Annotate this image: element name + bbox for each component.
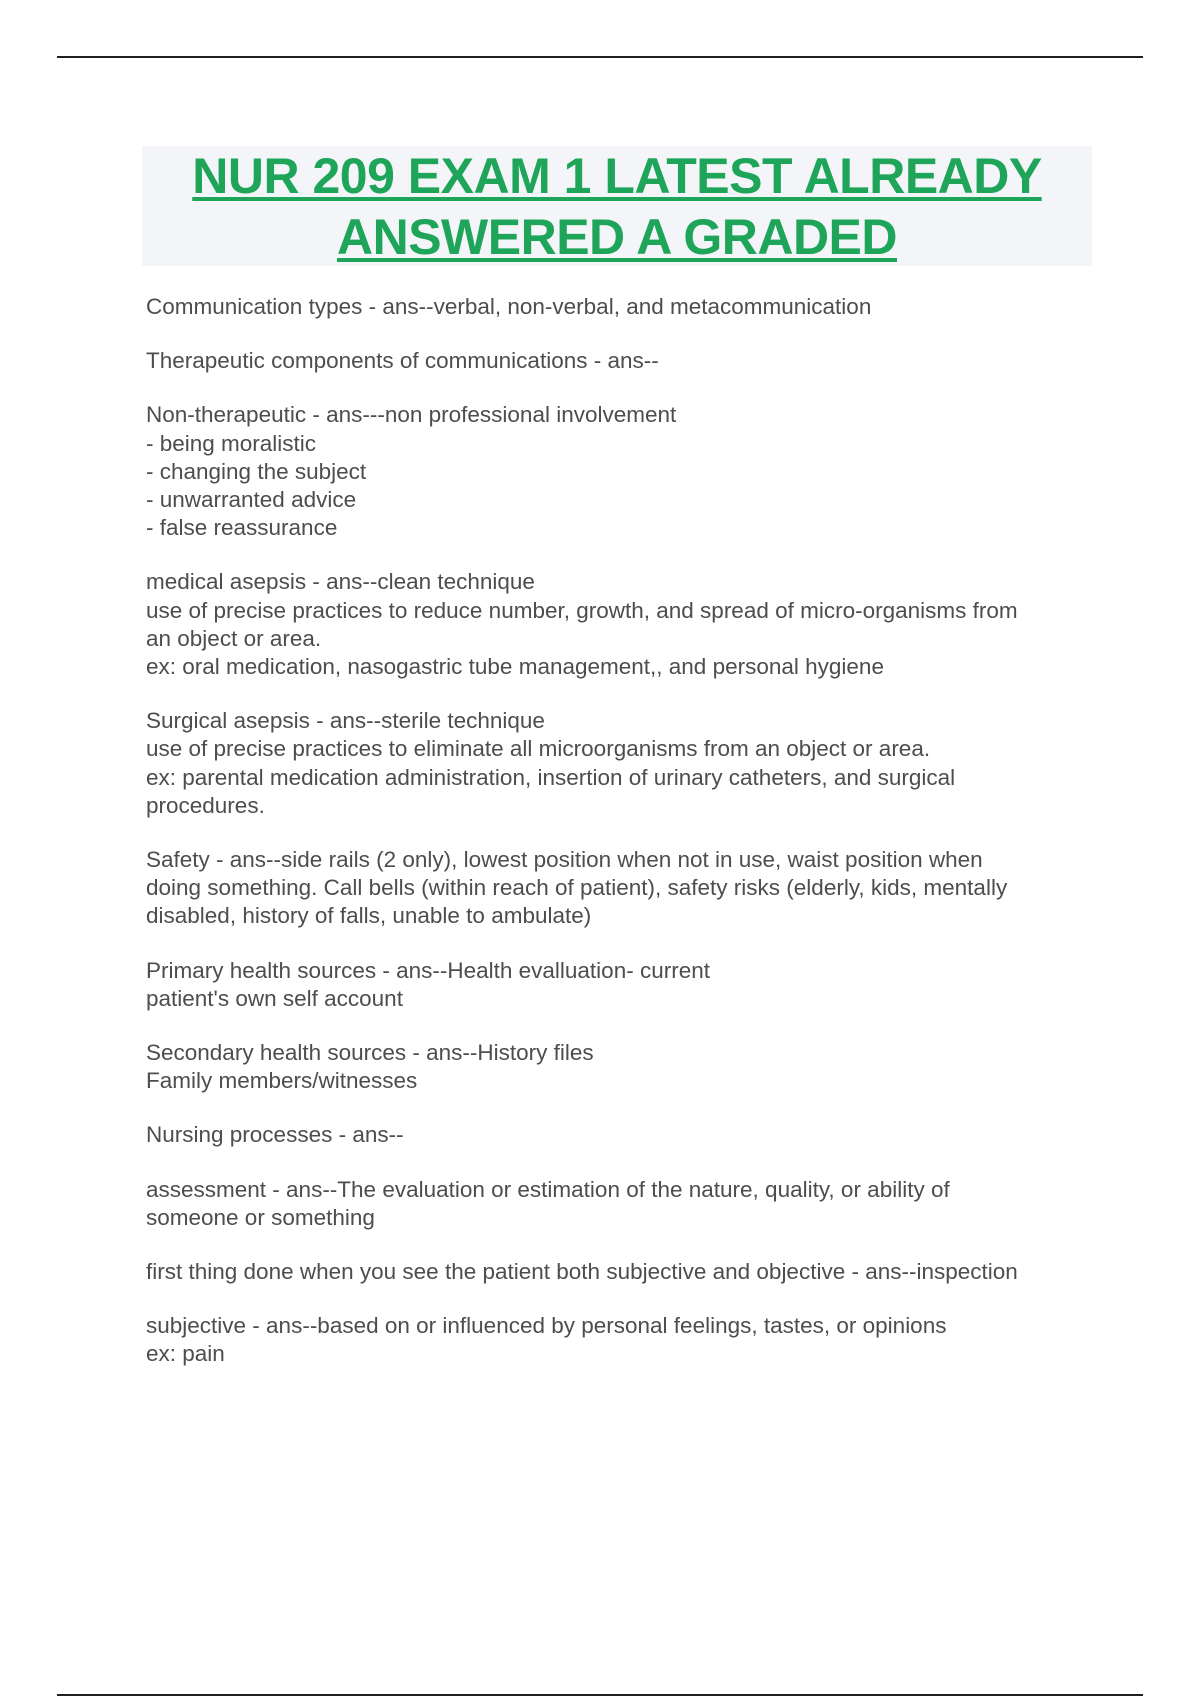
entry-detail-line: - false reassurance: [146, 515, 338, 541]
bottom-rule: [57, 1694, 1143, 1696]
entry-detail-line: - unwarranted advice: [146, 487, 357, 513]
title-line-2-text: ANSWERED A GRADED: [336, 209, 898, 265]
entry-detail-line: - changing the subject: [146, 458, 367, 484]
entry-detail-line: ex: oral medication, nasogastric tube management,, and personal hygiene: [146, 654, 884, 680]
entry-term-line: first thing done when you see the patient both subjective and objective - ans--inspection: [146, 1259, 1018, 1285]
entry-term-line: Safety - ans--side rails (2 only), lowest position when not in use, waist position when: [146, 847, 983, 873]
qa-entry: [146, 1039, 1096, 1095]
entry-term-line: Secondary health sources - ans--History files: [146, 1040, 594, 1066]
qa-entry: [146, 846, 1096, 931]
entry-detail-line: an object or area.: [146, 625, 322, 651]
entry-term-line: medical asepsis - ans--clean technique: [146, 569, 535, 595]
entry-detail-line: patient's own self account: [146, 985, 403, 1011]
document-body: [146, 293, 1096, 1395]
entry-term-line: Nursing processes - ans--: [146, 1122, 404, 1148]
title-line-1-text: NUR 209 EXAM 1 LATEST ALREADY: [192, 148, 1042, 204]
entry-term-line: Communication types - ans--verbal, non-verbal, and metacommunication: [146, 294, 872, 319]
qa-entry: [146, 1312, 1096, 1368]
entry-term-line: Primary health sources - ans--Health evalluation- current: [146, 957, 710, 983]
entry-term-line: assessment - ans--The evaluation or estimation of the nature, quality, or ability of: [146, 1176, 950, 1202]
entry-detail-line: ex: parental medication administration, insertion of urinary catheters, and surgical: [146, 764, 956, 790]
entry-detail-line: procedures.: [146, 792, 265, 818]
qa-entry: [146, 707, 1096, 820]
entry-detail-line: someone or something: [146, 1204, 375, 1230]
top-rule: [57, 56, 1143, 58]
entry-detail-line: use of precise practices to reduce number, growth, and spread of micro-organisms from: [146, 597, 1018, 623]
entry-term-line: Surgical asepsis - ans--sterile technique: [146, 708, 545, 734]
entry-detail-line: use of precise practices to eliminate all microorganisms from an object or area.: [146, 736, 931, 762]
qa-entry: [146, 401, 1096, 542]
qa-entry: [146, 1258, 1096, 1286]
entry-term-line: Non-therapeutic - ans---non professional involvement: [146, 402, 677, 428]
qa-entry: [146, 957, 1096, 1013]
qa-entry: [146, 1176, 1096, 1232]
entry-term-line: Therapeutic components of communications - ans--: [146, 348, 659, 374]
title-line-1: [142, 146, 1092, 207]
entry-detail-line: Family members/witnesses: [146, 1068, 418, 1094]
document-title: [142, 146, 1092, 266]
qa-entry: [146, 1121, 1096, 1149]
title-line-2: [142, 207, 1092, 268]
qa-entry: [146, 293, 1096, 321]
entry-detail-line: doing something. Call bells (within reach of patient), safety risks (elderly, kids, mentally: [146, 875, 1008, 901]
qa-entry: [146, 568, 1096, 681]
entry-detail-line: ex: pain: [146, 1341, 225, 1367]
entry-detail-line: disabled, history of falls, unable to ambulate): [146, 903, 592, 929]
qa-entry: [146, 347, 1096, 375]
entry-detail-line: - being moralistic: [146, 430, 317, 456]
entry-term-line: subjective - ans--based on or influenced by personal feelings, tastes, or opinions: [146, 1313, 947, 1339]
